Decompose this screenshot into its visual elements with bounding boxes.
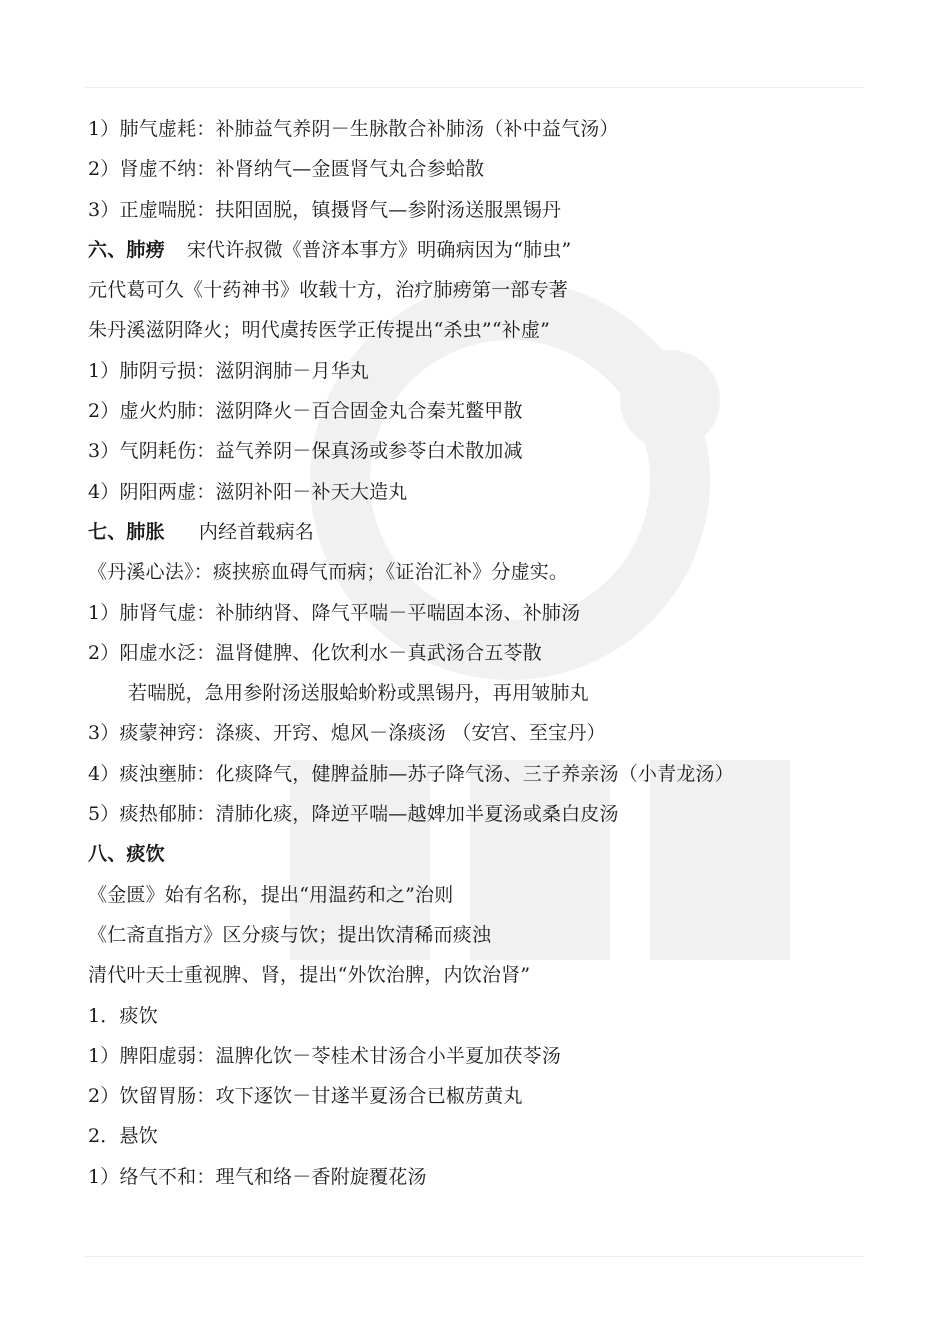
text-line: 1）脾阳虚弱：温脾化饮－苓桂术甘汤合小半夏加茯苓汤 — [88, 1044, 562, 1067]
text-line: 《仁斋直指方》区分痰与饮；提出饮清稀而痰浊 — [88, 923, 492, 946]
text-line: 《丹溪心法》：痰挟瘀血碍气而病；《证治汇补》分虚实。 — [88, 561, 569, 584]
text-line: 1）络气不和：理气和络－香附旋覆花汤 — [88, 1165, 427, 1188]
subheading-line: 2．悬饮 — [88, 1125, 158, 1148]
text-line: 朱丹溪滋阴降火；明代虞抟医学正传提出“杀虫”“补虚” — [88, 319, 551, 342]
text-line: 1）肺气虚耗：补肺益气养阴－生脉散合补肺汤（补中益气汤） — [88, 118, 619, 140]
subheading-line: 1．痰饮 — [88, 1004, 158, 1027]
text-line: 3）气阴耗伤：益气养阴－保真汤或参苓白术散加减 — [88, 440, 523, 463]
text-line: 1）肺肾气虚：补肺纳肾、降气平喘－平喘固本汤、补肺汤 — [88, 601, 581, 624]
text-line-indented: 若喘脱，急用参附汤送服蛤蚧粉或黑锡丹，再用皱肺丸 — [128, 682, 589, 705]
section-title: 七、肺胀 — [88, 520, 165, 543]
text-line: 元代葛可久《十药神书》收载十方，治疗肺痨第一部专著 — [88, 279, 569, 302]
text-line: 3）正虚喘脱：扶阳固脱，镇摄肾气—参附汤送服黑锡丹 — [88, 198, 562, 221]
header-rule — [85, 87, 865, 88]
text-line: 4）阴阳两虚：滋阴补阳－补天大造丸 — [88, 480, 408, 503]
section-note: 内经首载病名 — [198, 520, 315, 543]
text-line: 2）阳虚水泛：温肾健脾、化饮利水－真武汤合五苓散 — [88, 641, 542, 664]
section-heading-7 — [88, 512, 888, 552]
text-line: 2）饮留胃肠：攻下逐饮－甘遂半夏汤合已椒苈黄丸 — [88, 1085, 523, 1108]
document-body — [88, 109, 888, 1197]
text-line: 1）肺阴亏损：滋阴润肺－月华丸 — [88, 359, 370, 382]
section-title: 六、肺痨 — [88, 238, 165, 261]
text-line: 2）虚火灼肺：滋阴降火－百合固金丸合秦艽鳖甲散 — [88, 400, 523, 423]
section-title: 八、痰饮 — [88, 843, 165, 866]
section-heading-6 — [88, 230, 888, 270]
section-heading-8 — [88, 834, 888, 874]
text-line: 清代叶天士重视脾、肾，提出“外饮治脾，内饮治肾” — [88, 964, 531, 987]
section-note: 宋代许叔微《普济本事方》明确病因为“肺虫” — [186, 238, 572, 261]
text-line: 2）肾虚不纳：补肾纳气—金匮肾气丸合参蛤散 — [88, 158, 485, 181]
text-line: 4）痰浊壅肺：化痰降气，健脾益肺—苏子降气汤、三子养亲汤（小青龙汤） — [88, 762, 734, 785]
text-line: 5）痰热郁肺：清肺化痰，降逆平喘—越婢加半夏汤或桑白皮汤 — [88, 803, 619, 826]
text-line: 《金匮》始有名称，提出“用温药和之”治则 — [88, 883, 454, 906]
footer-rule — [85, 1256, 865, 1257]
text-line: 3）痰蒙神窍：涤痰、开窍、熄风－涤痰汤 （安宫、至宝丹） — [88, 722, 606, 745]
